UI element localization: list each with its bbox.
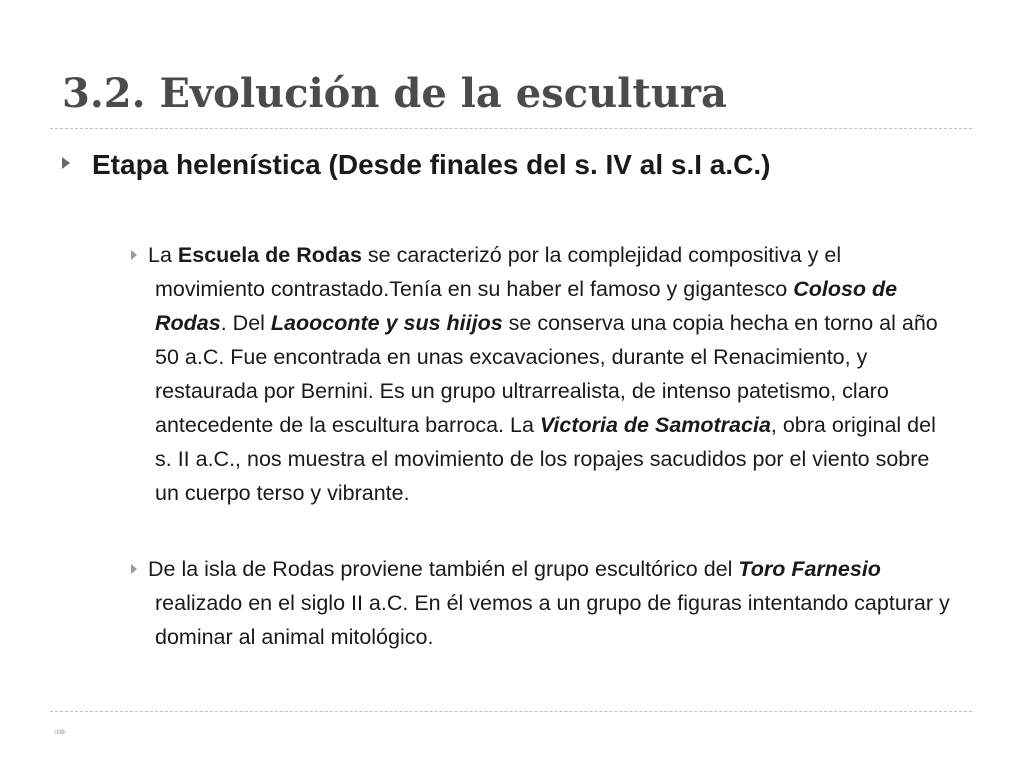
para1-bold-italic-coloso: Coloso de Rodas bbox=[155, 277, 898, 335]
para1-text: se conserva una copia hecha en torno al año 50 a.C. Fue encontrada en unas excavaciones, durante el Renacimiento, y restaurada por Bernini. Es un grupo ultrarrealista, de intenso patetismo, claro antecedente de la escultura barroca. La bbox=[155, 311, 938, 437]
para2-bold-italic-toro: Toro Farnesio bbox=[738, 557, 881, 581]
level1-bullet-text: Etapa helenística (Desde finales del s. IV al s.I a.C.) bbox=[92, 149, 771, 180]
para1-text: La bbox=[148, 243, 178, 267]
next-slide-arrow-icon[interactable]: ➠ bbox=[53, 722, 67, 741]
slide-title: 3.2. Evolución de la escultura bbox=[62, 70, 727, 117]
triangle-bullet-icon bbox=[62, 157, 70, 169]
para1-text: se caracterizó por la complejidad compositiva y el movimiento contrastado.Tenía en su haber el famoso y gigantesco bbox=[155, 243, 842, 301]
para1-text: , obra original del s. II a.C., nos muestra el movimiento de los ropajes sacudidos por el viento sobre un cuerpo terso y vibrante. bbox=[155, 413, 936, 505]
para2-text: De la isla de Rodas proviene también el grupo escultórico del bbox=[148, 557, 739, 581]
para1-bold-italic-victoria: Victoria de Samotracia bbox=[539, 413, 771, 437]
paragraph-toro-farnesio bbox=[148, 552, 955, 654]
paragraph-escuela-de-rodas bbox=[148, 238, 955, 510]
triangle-bullet-icon bbox=[131, 250, 137, 260]
para2-text: realizado en el siglo II a.C. En él vemos a un grupo de figuras intentando capturar y dominar al animal mitológico. bbox=[155, 591, 950, 649]
para1-text: . Del bbox=[220, 311, 271, 335]
para1-bold-escuela: Escuela de Rodas bbox=[177, 243, 362, 267]
triangle-bullet-icon bbox=[131, 564, 137, 574]
title-divider bbox=[50, 128, 972, 129]
footer-divider bbox=[50, 711, 972, 712]
para1-bold-italic-laocoonte: Laooconte y sus hiijos bbox=[270, 311, 503, 335]
